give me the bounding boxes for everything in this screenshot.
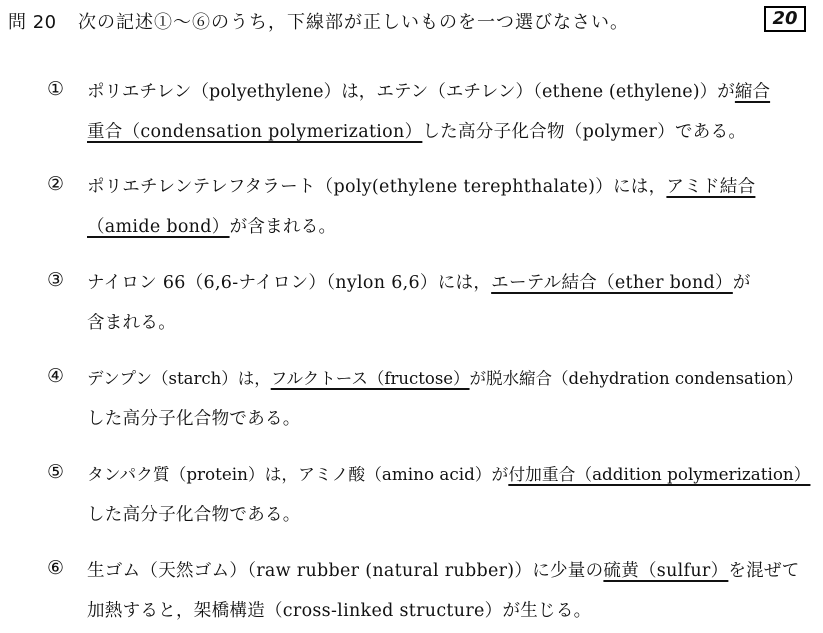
statement-line: した高分子化合物である。: [87, 409, 301, 429]
statement-marker: ④: [47, 365, 65, 387]
statement-line: 生ゴム（天然ゴム）（raw rubber (natural rubber)）に少量の硫黄（sulfur）を混ぜて: [87, 561, 800, 581]
statement-line: タンパク質（protein）は，アミノ酸（amino acid）が付加重合（addition polymerization）: [87, 464, 811, 484]
question-number: 問 20: [8, 12, 57, 33]
statement-line: ポリエチレン（polyethylene）は，エテン（エチレン）（ethene (ethylene)）が縮合: [87, 82, 771, 102]
statement-marker: ⑥: [47, 557, 65, 579]
statement-marker: ⑤: [47, 461, 65, 483]
statement-line: した高分子化合物である。: [87, 505, 301, 525]
answer-box: 20: [764, 6, 806, 32]
underlined-text: フルクトース（fructose）: [270, 369, 470, 388]
underlined-text: 重合（condensation polymerization）: [87, 122, 423, 142]
statement-line: ナイロン 66（6,6-ナイロン）（nylon 6,6）には，エーテル結合（ether bond）が: [87, 273, 751, 293]
question-header: [8, 4, 808, 34]
statement-line: 重合（condensation polymerization）した高分子化合物（polymer）である。: [87, 122, 747, 142]
underlined-text: エーテル結合（ether bond）: [491, 273, 733, 293]
statement-line: 含まれる。: [87, 313, 176, 333]
statement-line: デンプン（starch）は，フルクトース（fructose）が脱水縮合（dehydration condensation）: [87, 369, 803, 388]
statement-marker: ②: [47, 173, 65, 195]
statement-line: （amide bond）が含まれる。: [87, 217, 337, 237]
statement-marker: ③: [47, 269, 65, 291]
underlined-text: 硫黄（sulfur）: [603, 561, 729, 581]
underlined-text: アミド結合: [666, 177, 756, 197]
underlined-text: 縮合: [734, 82, 771, 102]
statement-line: ポリエチレンテレフタラート（poly(ethylene terephthalate)）には，アミド結合: [87, 177, 756, 197]
question-instruction: 次の記述①～⑥のうち，下線部が正しいものを一つ選びなさい。: [78, 12, 629, 33]
statement-line: 加熱すると，架橋構造（cross-linked structure）が生じる。: [87, 601, 592, 621]
underlined-text: 付加重合（addition polymerization）: [508, 464, 811, 484]
underlined-text: （amide bond）: [87, 217, 230, 237]
statement-marker: ①: [47, 78, 65, 100]
